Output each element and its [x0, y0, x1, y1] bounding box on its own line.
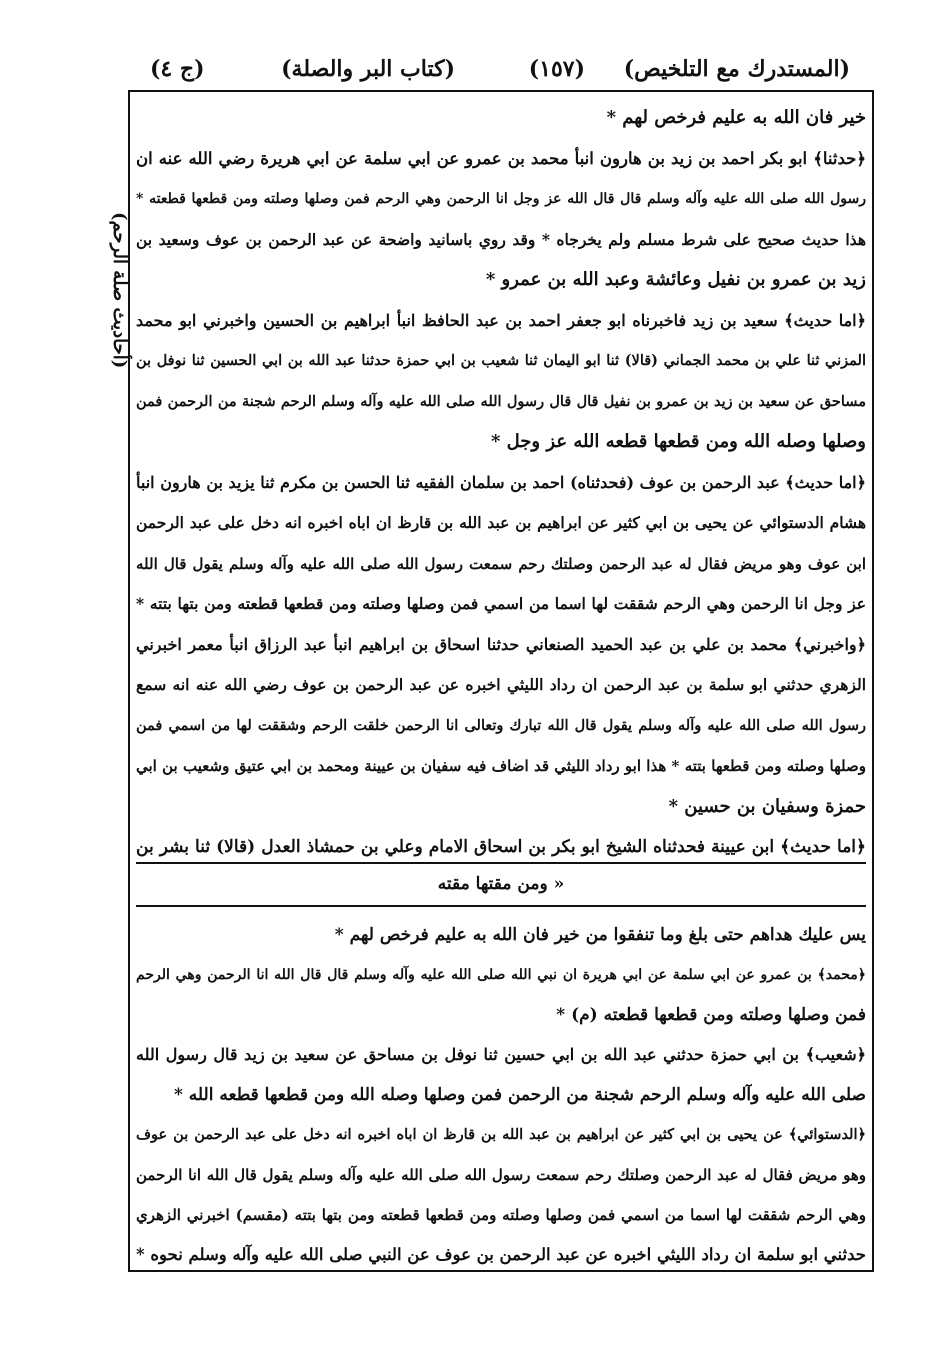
summary-line: ﴿محمد﴾ بن عمرو عن ابي سلمة عن ابي هريرة ان نبي الله صلى الله عليه وآله وسلم قال قال الله انا الرحمن وهي الرحم — [136, 967, 866, 983]
text-line: الزهري حدثني ابو سلمة بن عبد الرحمن ان رداد الليثي اخبره عن عبد الرحمن بن عوف رضي الله عنه انه سمع — [136, 675, 866, 694]
text-line: وصلها وصله الله ومن قطعها قطعه الله عز وجل * — [490, 431, 866, 452]
text-line: وصلها وصلته ومن قطعها بتته * هذا ابو رداد الليثي قد اضاف فيه سفيان بن عيينة ومحمد بن ابي عتيق وشعيب بن ابي — [136, 757, 866, 775]
summary-line: وهي الرحم شققت لها اسما من اسمي فمن وصلها وصلته ومن قطعها قطعته ومن بتها بتته (مقسم) اخبرني الزهري — [136, 1206, 866, 1224]
text-line: ﴿اما حديث﴾ سعيد بن زيد فاخبرناه ابو جعفر احمد بن عبد الحافظ انبأ ابراهيم بن الحسين واخبرني ابو محمد — [136, 310, 866, 330]
page-number: (١٥٧) — [528, 56, 585, 82]
text-line: زيد بن عمرو بن نفيل وعائشة وعبد الله بن عمرو * — [485, 269, 866, 290]
main-text — [136, 98, 866, 868]
divider-rule — [136, 905, 866, 907]
summary-line: ﴿شعيب﴾ بن ابي حمزة حدثني عبد الله بن ابي حسين ثنا نوفل بن مساحق عن سعيد بن زيد قال رسول الله — [136, 1045, 866, 1064]
text-line: ابن عوف وهو مريض فقال له عبد الرحمن وصلتك رحم سمعت رسول الله صلى الله عليه وآله وسلم يقول قال الله — [136, 554, 866, 573]
margin-note: (أحاديث صلة الرحم) — [109, 211, 130, 369]
text-line: خير فان الله به عليم فرخص لهم * — [606, 107, 866, 128]
footnote-marker: « ومن مقتها مقته — [437, 874, 565, 894]
summary-line: صلى الله عليه وآله وسلم الرحم شجنة من الرحمن فمن وصلها وصله الله ومن قطعها قطعه الله * — [174, 1085, 866, 1105]
text-line: مساحق عن سعيد بن زيد بن عمرو بن نفيل قال قال رسول الله صلى الله عليه وآله وسلم الرحم شجنة من الرحمن فمن — [136, 392, 866, 410]
text-line: ﴿اما حديث﴾ عبد الرحمن بن عوف (فحدثناه) احمد بن سلمان الفقيه ثنا الحسن بن مكرم ثنا يزيد بن هارون انبأ — [136, 472, 866, 492]
text-line: المزني ثنا علي بن محمد الجماني (قالا) ثنا ابو اليمان ثنا شعيب بن ابي حمزة حدثنا عبد الله بن ابي الحسين ثنا نوفل بن — [136, 352, 866, 369]
text-line: رسول الله صلى الله عليه وآله وسلم قال قال الله عز وجل انا الرحمن وهي الرحم فمن وصلها وصلته ومن قطعها قطعته * — [136, 191, 866, 207]
text-line: ﴿اما حديث﴾ ابن عيينة فحدثناه الشيخ ابو بكر بن اسحاق الامام وعلي بن حمشاذ العدل (قالا) ثنا بشر بن — [136, 837, 866, 857]
header-book-name: (المستدرك مع التلخيص) — [623, 56, 850, 82]
divider-rule — [136, 862, 866, 864]
text-line: هشام الدستوائي عن يحيى بن ابي كثير عن ابراهيم بن عبد الله بن قارظ ان اباه اخبره انه دخل على عبد الرحمن — [136, 513, 866, 532]
summary-line: يس عليك هداهم حتى بلغ وما تنفقوا من خير فان الله به عليم فرخص لهم * — [334, 925, 866, 945]
text-line: هذا حديث صحيح على شرط مسلم ولم يخرجاه * وقد روي باسانيد واضحة عن عبد الرحمن بن عوف وسعيد بن — [136, 229, 866, 249]
page-header — [150, 52, 850, 92]
text-line: ﴿واخبرني﴾ محمد بن علي بن عبد الحميد الصنعاني حدثنا اسحاق بن ابراهيم انبأ عبد الرزاق انبأ معمر اخبرني — [136, 634, 866, 654]
summary-line: فمن وصلها وصلته ومن قطعها قطعته (م) * — [556, 1005, 866, 1025]
text-line: رسول الله صلى الله عليه وآله وسلم يقول قال الله تبارك وتعالى انا الرحمن خلقت الرحم وشققت لها من اسمي فمن — [136, 716, 866, 734]
volume-label: (ج ٤) — [150, 56, 205, 82]
summary-line: ﴿الدستوائي﴾ عن يحيى بن ابي كثير عن ابراهيم بن عبد الله بن قارظ ان اباه اخبره انه دخل على عبد الرحمن بن عوف — [136, 1126, 866, 1143]
summary-line: وهو مريض فقال له عبد الرحمن وصلتك رحم سمعت رسول الله صلى الله عليه وآله وسلم يقول قال الله انا الرحمن — [136, 1166, 866, 1184]
summary-text — [136, 915, 866, 1275]
chapter-title: (كتاب البر والصلة) — [281, 56, 455, 82]
text-line: عز وجل انا الرحمن وهي الرحم شققت لها اسما من اسمي فمن وصلها وصلته ومن قطعها قطعته ومن بتها بتته * — [136, 594, 866, 613]
text-line: حمزة وسفيان بن حسين * — [668, 795, 866, 817]
text-line: ﴿حدثنا﴾ ابو بكر احمد بن زيد بن هارون انبأ محمد بن عمرو عن ابي سلمة عن ابي هريرة رضي الله عنه ان — [136, 148, 866, 168]
summary-line: حدثني ابو سلمة ان رداد الليثي اخبره عن عبد الرحمن بن عوف عن النبي صلى الله عليه وآله وسلم نحوه * — [136, 1245, 866, 1264]
